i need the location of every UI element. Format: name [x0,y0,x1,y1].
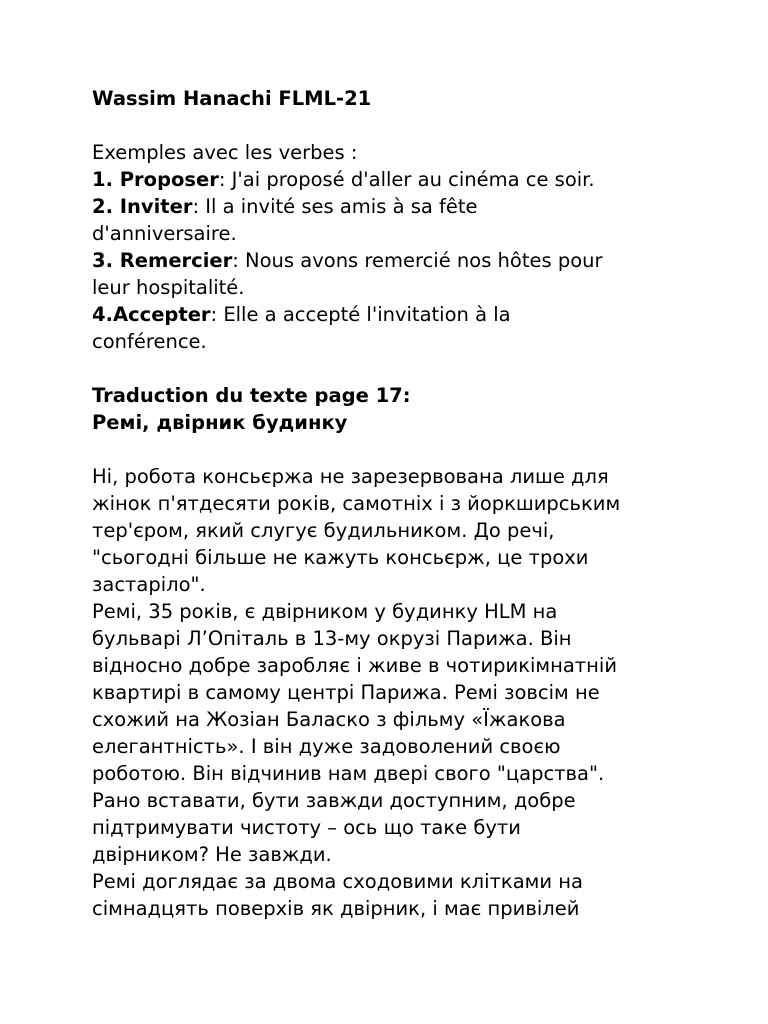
example-number: 4. [92,303,113,326]
translation-line: бульварі Л’Опіталь в 13-му окрузі Парижа. Він [92,627,572,650]
example-text: : Il a invité ses amis à sa fête [192,195,478,218]
translation-line: Ремі, 35 років, є двірником у будинку HLM на [92,600,558,623]
translation-line: підтримувати чистоту – ось що таке бути [92,816,521,839]
example-text: : Nous avons remercié nos hôtes pour [232,249,603,272]
translation-line: схожий на Жозіан Баласко з фільму «Їжакова [92,708,566,731]
example-verb: Inviter [119,195,193,218]
translation-line: квартирі в самому центрі Парижа. Ремі зовсім не [92,681,600,704]
translation-line: двірником? Не завжди. [92,843,332,866]
translation-line: тер'єром, який слугує будильником. До речі, [92,519,555,542]
translation-line: жінок п'ятдесяти років, самотніх і з йоркширським [92,492,621,515]
example-text: : J'ai proposé d'aller au cinéma ce soir. [218,168,595,191]
example-text: : Elle a accepté l'invitation à la [210,303,511,326]
example-verb: Remercier [119,249,233,272]
example-verb: Proposer [119,168,219,191]
spacer [92,112,692,139]
example-item-1 [92,166,692,193]
translation-line: Ремі доглядає за двома сходовими клітками на [92,870,583,893]
spacer [92,355,692,382]
example-item-3 [92,247,692,274]
translation-line: Рано вставати, бути завжди доступним, добре [92,789,576,812]
spacer [92,436,692,463]
translation-subheading: Ремі, двірник будинку [92,411,348,434]
example-number: 1. [92,168,120,191]
translation-line: роботою. Він відчинив нам двері свого "царства". [92,762,605,785]
example-item-4 [92,301,692,328]
example-item-2-continued: d'anniversaire. [92,222,237,245]
example-item-4-continued: conférence. [92,330,207,353]
examples-intro: Exemples avec les verbes : [92,141,358,164]
translation-line: елегантність». І він дуже задоволений своєю [92,735,561,758]
translation-heading: Traduction du texte page 17: [92,384,411,407]
author-title: Wassim Hanachi FLML-21 [92,87,372,110]
translation-line: "сьогодні більше не кажуть консьєрж, це трохи [92,546,589,569]
translation-body [92,463,692,922]
example-number: 3. [92,249,120,272]
example-item-3-continued: leur hospitalité. [92,276,245,299]
document-page [92,85,692,922]
translation-line: відносно добре заробляє і живе в чотирикімнатній [92,654,618,677]
example-item-2 [92,193,692,220]
translation-line: сімнадцять поверхів як двірник, і має привілей [92,897,580,920]
translation-line: застаріло". [92,573,206,596]
example-verb: Accepter [112,303,211,326]
example-number: 2. [92,195,120,218]
translation-line: Ні, робота консьєржа не зарезервована лише для [92,465,609,488]
